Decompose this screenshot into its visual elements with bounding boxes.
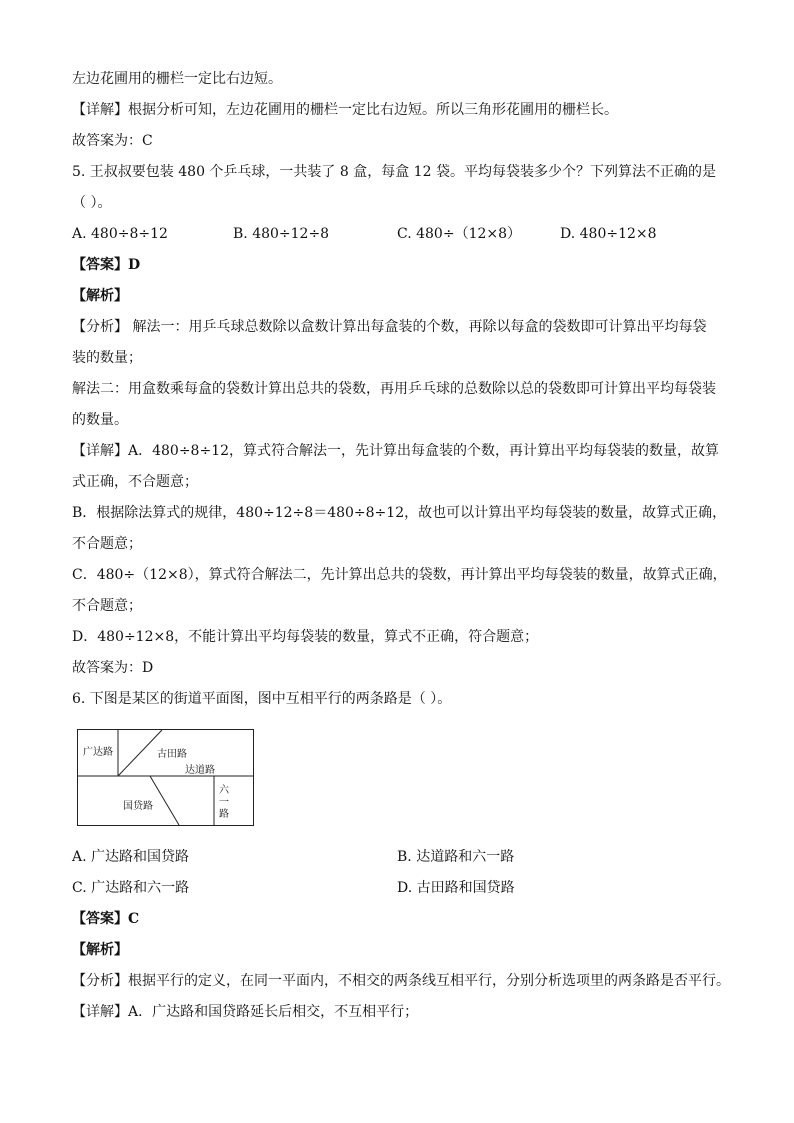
- map-label-liuyi: 六: [219, 785, 229, 796]
- q5-detail: 不合题意；: [72, 598, 142, 614]
- map-label-liuyi: 一: [219, 797, 229, 808]
- q5-option-c: C. 480÷（12×8）: [397, 226, 522, 242]
- q6-option-b: B. 达道路和六一路: [397, 849, 515, 865]
- q6-option-a: A. 广达路和国贷路: [72, 849, 190, 865]
- question-5-blank: （ ）。: [72, 195, 112, 211]
- q6-option-d: D. 古田路和国贷路: [397, 880, 515, 896]
- q6-answer: 【答案】C: [72, 911, 140, 927]
- q5-answer: 【答案】D: [72, 257, 141, 273]
- q5-detail: 【详解】A．480÷8÷12，算式符合解法一，先计算出每盒装的个数，再计算出平均每袋装的数量，故算: [72, 443, 720, 459]
- question-5: 5. 王叔叔要包装 480 个乒乓球，一共装了 8 盒，每盒 12 袋。平均每袋装多少个？下列算法不正确的是: [72, 164, 716, 180]
- map-label-guangda: 广达路: [83, 747, 113, 758]
- q5-analysis: 【分析】 解法一：用乒乓球总数除以盒数计算出每盒装的个数，再除以每盒的袋数即可计算出平均每袋: [72, 319, 707, 335]
- q5-conclusion: 故答案为：D: [72, 660, 154, 676]
- q5-analysis-heading: 【解析】: [72, 288, 128, 304]
- q5-analysis: 解法二：用盒数乘每盒的袋数计算出总共的袋数，再用乒乓球的总数除以总的袋数即可计算出平均每袋装: [72, 381, 716, 397]
- q6-analysis-heading: 【解析】: [72, 942, 128, 958]
- q5-analysis: 的数量。: [72, 412, 128, 428]
- q5-option-b: B. 480÷12÷8: [233, 226, 330, 242]
- map-label-dadao: 达道路: [185, 765, 215, 776]
- q6-detail: 【详解】A．广达路和国贷路延长后相交，不互相平行；: [72, 1004, 419, 1020]
- map-label-gutian: 古田路: [157, 749, 187, 760]
- answer-conclusion: 故答案为：C: [72, 133, 153, 149]
- q6-analysis: 【分析】根据平行的定义，在同一平面内，不相交的两条线互相平行，分别分析选项里的两条路是否平行。: [72, 973, 730, 989]
- q5-option-a: A. 480÷8÷12: [72, 226, 168, 242]
- map-label-guodai: 国贷路: [123, 801, 153, 812]
- q5-detail: D．480÷12×8，不能计算出平均每袋装的数量，算式不正确，符合题意；: [72, 629, 539, 645]
- question-6: 6. 下图是某区的街道平面图，图中互相平行的两条路是（ ）。: [72, 691, 452, 707]
- q5-detail: C．480÷（12×8），算式符合解法二，先计算出总共的袋数，再计算出平均每袋装的数量，故算式正确，: [72, 567, 727, 583]
- guodai-road-line: [150, 776, 179, 825]
- q6-option-c: C. 广达路和六一路: [72, 880, 190, 896]
- q5-detail: 不合题意；: [72, 536, 142, 552]
- map-label-liuyi: 路: [219, 809, 229, 820]
- gutian-road-line: [118, 730, 162, 776]
- street-map-figure: [77, 729, 255, 827]
- q5-detail: B．根据除法算式的规律，480÷12÷8＝480÷8÷12，故也可以计算出平均每袋装的数量，故算式正确，: [72, 505, 727, 521]
- q5-detail: 式正确，不合题意；: [72, 474, 198, 490]
- detail-line: 【详解】根据分析可知，左边花圃用的栅栏一定比右边短。所以三角形花圃用的栅栏长。: [72, 102, 618, 118]
- q5-analysis: 装的数量；: [72, 350, 142, 366]
- text-line: 左边花圃用的栅栏一定比右边短。: [72, 71, 282, 87]
- q5-option-d: D. 480÷12×8: [560, 226, 657, 242]
